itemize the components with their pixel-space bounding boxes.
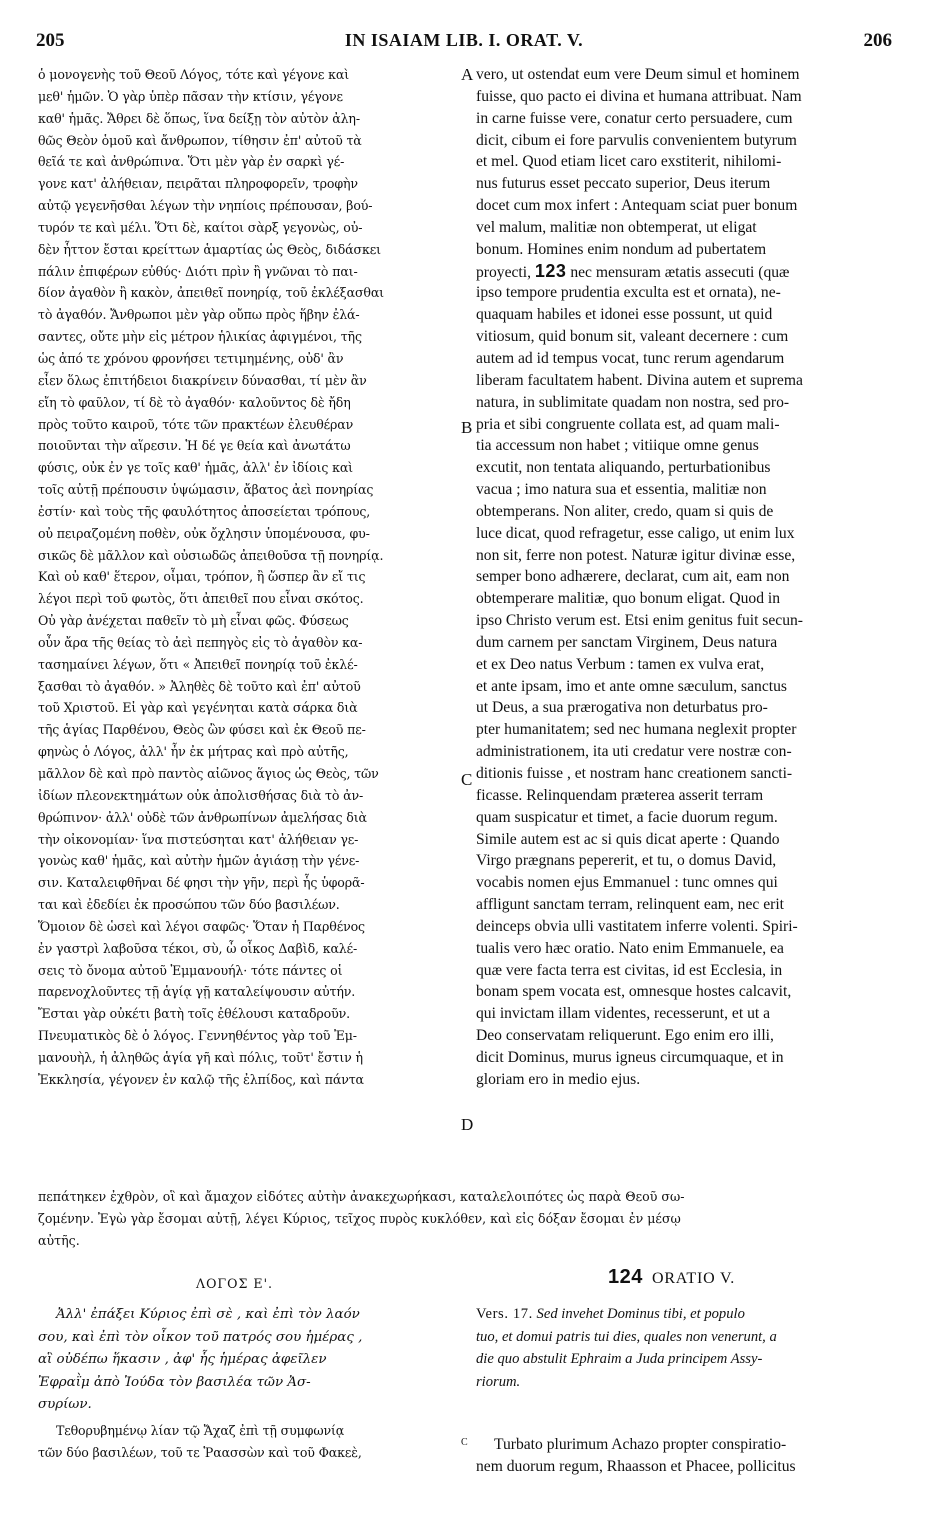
greek-text-line: ἐν γαστρὶ λαβοῦσα τέκοι, σὺ, ὦ οἶκος Δαβὶδ, καλέ- (38, 940, 358, 956)
verse-text: Sed invehet Dominus tibi, et populo (532, 1306, 745, 1322)
latin-text-line: quaquam habiles et idonei esse possunt, ut quid (476, 306, 773, 324)
margin-marker-b: B (461, 418, 473, 437)
greek-text-line: μεθ' ἡμῶν. Ὁ γὰρ ὑπὲρ πᾶσαν τὴν κτίσιν, γέγονε (38, 88, 343, 104)
greek-lemma-line: Ἀλλ' ἐπάξει Κύριος ἐπὶ σὲ , καὶ ἐπὶ τὸν λαόν (56, 1307, 360, 1322)
latin-text-line: administrationem, ita uti credatur vere nostræ con- (476, 743, 792, 761)
latin-text-line: vitiosum, quid bonum sit, valeant decernere : cum (476, 328, 789, 346)
greek-text-line: φύσις, οὐκ ἐν γε τοῖς καθ' ἡμᾶς, ἀλλ' ἐν ἰδίοις καὶ (38, 460, 353, 476)
greek-text-line: ποιοῦνται τὴν αἵρεσιν. Ἡ δέ γε θεία καὶ ἀνωτάτω (38, 438, 351, 454)
latin-text-line: vel malum, malitiæ non obtemperat, ut eligat (476, 218, 757, 236)
latin-final-paragraph (476, 1434, 891, 1478)
greek-text-line: σιν. Καταλειφθῆναι δέ φησι τὴν γῆν, περὶ ἧς ὑφορᾶ- (38, 875, 365, 891)
latin-text-line: tualis vero hæc oratio. Nato enim Emmanuele, ea (476, 939, 784, 957)
latin-text-line: affligunt sanctam terram, relinquent eam, nec erit (476, 896, 784, 914)
latin-text-line: Simile autem est ac si quis dicat aperte : Quando (476, 830, 780, 848)
greek-lemma-line: αἳ οὐδέπω ἥκασιν , ἀφ' ἧς ἡμέρας ἀφεῖλεν (38, 1352, 327, 1367)
greek-text-line: τοῦ Χριστοῦ. Εἰ γὰρ καὶ γεγένηται κατὰ σάρκα διὰ (38, 700, 358, 716)
latin-text-line: ipso Christo verum est. Etsi enim genitus fuit secun- (476, 612, 803, 630)
margin-marker-a: A (461, 65, 474, 84)
latin-text-line: docet cum mox infert : Antequam sciat puer bonum (476, 197, 798, 215)
latin-final-line: nem duorum regum, Rhaasson et Phacee, pollicitus (476, 1458, 796, 1475)
greek-text-line: ὡς ἀπό τε χρόνου φρονήσει τετιμημένης, οὐδ' ἂν (38, 350, 344, 366)
full-width-line: αὐτῆς. (38, 1233, 80, 1248)
latin-text-line: deinceps obvia ulli vastitatem inferre volenti. Spiri- (476, 917, 798, 935)
latin-lemma (476, 1303, 891, 1393)
greek-text-line: τασημαίνει λέγων, ὅτι « Ἀπειθεῖ πονηρίᾳ τοῦ ἐκλέ- (38, 656, 358, 672)
latin-text-line: ditionis fuisse , et nostram hanc creationem sancti- (476, 765, 793, 782)
full-width-continuation (38, 1186, 898, 1252)
latin-line-after: nec mensuram ætatis assecuti (quæ (566, 263, 790, 281)
greek-final-paragraph (38, 1420, 458, 1464)
latin-text-line: bonum. Homines enim nondum ad pubertatem (476, 240, 767, 258)
greek-text-line: τοῖς αὐτῇ πρέπουσιν ὑψώμασιν, ἄβατος ἀεὶ πονηρίας (38, 482, 374, 498)
latin-text-line: tia accessum non habet ; vitiique omne genus (476, 437, 759, 455)
greek-final-line: Τεθορυβημένῳ λίαν τῷ Ἄχαζ ἐπὶ τῇ συμφωνίᾳ (56, 1423, 345, 1438)
latin-text-line: non sit, ferre non potest. Naturæ igitur divinæ esse, (476, 546, 796, 564)
greek-lemma-line: σου, καὶ ἐπὶ τὸν οἶκον τοῦ πατρός σου ἡμέρας , (38, 1329, 363, 1345)
margin-marker-c: C (461, 770, 473, 789)
greek-text-line: ὁ μονογενὴς τοῦ Θεοῦ Λόγος, τότε καὶ γέγονε καὶ (38, 67, 350, 82)
column-number: 123 (534, 260, 567, 281)
page-number-right: 206 (863, 30, 892, 51)
greek-oration-heading: ΛΟΓΟΣ Ε'. (196, 1276, 274, 1291)
latin-text-line: nus futurus esset peccato superior, Deus iterum (476, 175, 771, 193)
latin-text-line: pter humanitatem; sed nec humana neglexit propter (476, 721, 797, 739)
latin-text-line: gloriam ero in medio ejus. (476, 1070, 641, 1088)
running-title: IN ISAIAM LIB. I. ORAT. V. (344, 30, 584, 50)
latin-text-line: autem ad id tempus vocat, tunc rerum agendarum (476, 349, 785, 367)
latin-text-line: vocabis nomen ejus Emmanuel : tunc omnes qui (476, 874, 778, 892)
greek-text-line: Καὶ οὐ καθ' ἕτερον, οἶμαι, τρόπον, ἢ ὥσπερ ἂν εἴ τις (38, 569, 366, 585)
margin-marker-small: C (461, 1437, 468, 1448)
greek-text-line: γονὼς καθ' ἡμᾶς, καὶ αὐτὴν ἡμῶν ἁγιάσῃ τὴν γένε- (38, 853, 360, 869)
greek-text-line: οὖν ἄρα τῆς θείας τὸ ἀεὶ πεπηγὸς εἰς τὸ ἀγαθὸν κα- (38, 634, 363, 650)
greek-text-line: θρώπινον· ἀλλ' οὐδὲ τῶν ἀνθρωπίνων ἀμελήσας διὰ (38, 809, 367, 825)
latin-lemma-line (476, 1303, 891, 1326)
greek-text-line: μᾶλλον δὲ καὶ πρὸ παντὸς αἰῶνος ἅγιος ὡς Θεὸς, τῶν (38, 766, 379, 781)
greek-text-line: οὐ πειραζομένη ποθὲν, οὐκ ὄχλησιν ὑπομένουσα, φυ- (38, 525, 370, 541)
latin-text-line: bonam spem vocata est, omnesque hostes calcavit, (476, 983, 792, 1001)
latin-text-line: luce dicat, quod refragetur, esse caligo, ut enim lux (476, 524, 795, 542)
greek-text-line: τὴν οἰκονομίαν· ἵνα πιστεύσηται κατ' ἀλήθειαν γε- (38, 831, 359, 847)
greek-text-line: δὲν ἧττον ἔσται κρείττων ἁμαρτίας ὡς Θεὸς, διδάσκει (38, 241, 381, 257)
latin-line-before: proyecti, (476, 263, 535, 281)
latin-text-line: quam suspicatur et timet, a facie duorum regum. (476, 808, 778, 826)
greek-text-line: θεῖά τε καὶ ἀνθρώπινα. Ὅτι μὲν γὰρ ἐν σαρκὶ γέ- (38, 154, 345, 170)
greek-text-line: ται καὶ ἐδεδίει ἐκ προσώπου τῶν δύο βασιλέων. (38, 897, 340, 913)
latin-text-line: dum carnem per sanctam Virginem, Deus natura (476, 633, 778, 651)
column-number: 124 (608, 1266, 643, 1288)
greek-final-line: τῶν δύο βασιλέων, τοῦ τε Ῥαασσὼν καὶ τοῦ Φακεὲ, (38, 1445, 362, 1460)
greek-text-line: θῶς Θεὸν ὁμοῦ καὶ ἄνθρωπον, τίθησιν ἐπ' αὐτοῦ τὰ (38, 132, 362, 148)
latin-text-line: Virgo prægnans pepererit, et tu, o domus David, (476, 852, 777, 870)
latin-text-line: semper bono adhærere, declarat, cum ait, eam non (476, 568, 790, 586)
latin-text-line: ficasse. Relinquendam præterea asserit terram (476, 786, 764, 804)
greek-text-line: τῆς ἁγίας Παρθένου, Θεὸς ὢν φύσει καὶ ἐκ Θεοῦ πε- (38, 722, 366, 738)
latin-text-line: qui invictam illam videntes, recesserunt, et ut a (476, 1005, 771, 1023)
latin-text-line: et mel. Quod etiam licet caro exstiterit, nihilomi- (476, 153, 782, 171)
greek-text-line: Ἐκκλησία, γέγονεν ἐν καλῷ τῆς ἐλπίδος, καὶ πάντα (38, 1071, 364, 1087)
latin-lemma-line: die quo abstulit Ephraim a Juda principem Assy- (476, 1351, 763, 1367)
greek-text-line: τυρόν τε καὶ μέλι. Ὅτι δὲ, καίτοι σὰρξ γεγονὼς, οὐ- (38, 219, 363, 235)
latin-text-line: in carne fuisse vere, conatur certo persuadere, cum (476, 109, 793, 127)
greek-text-line: πάλιν ἐπιφέρων εὐθύς· Διότι πρὶν ἢ γνῶναι τὸ παι- (38, 263, 358, 279)
latin-text-line: fuisse, quo pacto ei divina et humana attribuat. Nam (476, 87, 802, 105)
greek-text-line: λέγοι περὶ τοῦ φωτὸς, ὅτι ἀπειθεῖ που εἶναι σκότος. (38, 591, 364, 607)
latin-text-line: pria et sibi congruente collata est, ad quam mali- (476, 415, 780, 433)
greek-text-line: σαντες, οὔτε μὴν εἰς μέτρον ἡλικίας ἀφιγμένοι, τῆς (38, 329, 362, 345)
greek-text-line: Οὐ γὰρ ἀνέχεται παθεῖν τὸ μὴ εἶναι φῶς. Φύσεως (38, 613, 349, 629)
greek-text-line: τὸ ἀγαθόν. Ἄνθρωποι μὲν γὰρ οὔπω πρὸς ἥβην ἐλά- (38, 307, 360, 323)
latin-final-line: Turbato plurimum Achazo propter conspiratio- (494, 1436, 787, 1453)
greek-text-line: Πνευματικὸς δὲ ὁ λόγος. Γεννηθέντος γὰρ τοῦ Ἐμ- (38, 1028, 357, 1044)
latin-text-line: vero, ut ostendat eum vere Deum simul et hominem (476, 66, 800, 83)
greek-column (38, 64, 458, 1091)
latin-text-line: et ex Deo natus Verbum : tamen ex vulva erat, (476, 655, 765, 673)
greek-text-line: πρὸς τοῦτο καιροῦ, τότε τῶν πρακτέων ἐλευθέραν (38, 416, 354, 432)
greek-text-line: μανουὴλ, ἡ ἀληθῶς ἁγία γῆ καὶ πόλις, τοῦτ' ἔστιν ἡ (38, 1049, 363, 1065)
latin-heading-text: ORATIO V. (651, 1270, 736, 1287)
full-width-line: ζομένην. Ἐγὼ γὰρ ἔσομαι αὐτῇ, λέγει Κύριος, τεῖχος πυρὸς κυκλόθεν, καὶ εἰς δόξαν ἔσομαι ἐν μέσῳ (38, 1211, 681, 1226)
margin-marker-d: D (461, 1115, 474, 1134)
greek-text-line: γονε κατ' ἀλήθειαν, πειρᾶται πληροφορεῖν, τροφὴν (38, 176, 358, 192)
greek-text-line: ξασθαι τὸ ἀγαθόν. » Ἀληθὲς δὲ τοῦτο καὶ ἐπ' αὐτοῦ (38, 678, 361, 694)
greek-text-line: αὐτῷ γεγενῆσθαι λέγων τὴν νηπίοις πρέπουσαν, βού- (38, 198, 373, 214)
latin-text-line: Deo conservatam reliquerunt. Ego enim ero illi, (476, 1027, 774, 1045)
latin-text-line: et ante ipsam, imo et ante omne sæculum, sanctus (476, 677, 787, 695)
latin-lemma-line: tuo, et domui patris tui dies, quales non venerunt, a (476, 1328, 777, 1345)
verse-label: Vers. 17. (476, 1306, 533, 1322)
latin-text-line: obtemperans. Non aliter, credo, quam si quis de (476, 502, 774, 520)
greek-text-line: σικῶς δὲ μᾶλλον καὶ οὐσιωδῶς ἀπειθοῦσα τῇ πονηρίᾳ. (38, 547, 384, 563)
full-width-line: πεπάτηκεν ἐχθρὸν, οἳ καὶ ἄμαχον εἰδότες αὐτὴν ἀνακεχωρήκασι, καταλελοιπότες ὡς παρὰ Θεοῦ σω- (38, 1189, 685, 1204)
greek-text-line: παρενοχλοῦντες τῇ ἁγίᾳ γῇ καταλείψουσιν αὐτήν. (38, 984, 356, 1000)
latin-lemma-line: riorum. (476, 1373, 521, 1390)
greek-text-line: καθ' ἡμᾶς. Ἄθρει δὲ ὅπως, ἵνα δείξῃ τὸν αὐτὸν ἀλη- (38, 110, 360, 126)
latin-text-line (476, 261, 891, 283)
greek-text-line: εἶεν ὅλως ἐπιτήδειοι διακρίνειν δύνασθαι, τί μὲν ἂν (38, 372, 367, 388)
greek-text-line: Ἔσται γὰρ οὐκέτι βατὴ τοῖς ἐθέλουσι καταδροῦν. (38, 1006, 350, 1022)
greek-text-line: ἐστίν· καὶ τοὺς τῆς φαυλότητος ἀποσείεται τρόπους, (38, 503, 371, 519)
greek-text-line: Ὅμοιον δὲ ὡσεὶ καὶ λέγοι σαφῶς· Ὅταν ἡ Παρθένος (38, 918, 365, 934)
latin-text-line: quæ vere facta terra est civitas, id est Ecclesia, in (476, 961, 783, 979)
greek-lemma (38, 1304, 458, 1417)
page-header (36, 30, 892, 54)
latin-text-line: dicit, cibum ei fore parvulis convenientem butyrum (476, 131, 797, 149)
latin-text-line: ut Deus, a sua prærogativa non deturbatus pro- (476, 699, 768, 717)
latin-text-line: excutit, non tentata aliquando, perturbationibus (476, 459, 771, 477)
greek-lemma-line: Ἐφραῒμ ἀπὸ Ἰούδα τὸν βασιλέα τῶν Ἀσ- (38, 1374, 311, 1390)
latin-text-line: dicit Dominus, murus igneus circumquaque, et in (476, 1048, 784, 1066)
latin-text-line: liberam facultatem habent. Divina autem et suprema (476, 371, 803, 389)
latin-text-line: natura, in sublimitate quadam non nostra, sed pro- (476, 393, 790, 411)
latin-text-line: ipso tempore prudentia exculta est et ornata), ne- (476, 284, 781, 302)
greek-text-line: φηνὼς ὁ Λόγος, ἀλλ' ἦν ἐκ μήτρας καὶ πρὸ αὐτῆς, (38, 744, 349, 760)
latin-text-line: vacua ; imo natura sua et essentia, malitiæ non (476, 481, 767, 499)
latin-column (476, 64, 891, 1091)
greek-text-line: σεις τὸ ὄνομα αὐτοῦ Ἐμμανουήλ· τότε πάντες οἱ (38, 962, 343, 978)
latin-oration-heading (608, 1266, 735, 1289)
page-number-left: 205 (36, 30, 65, 51)
latin-text-line: obtemperare malitiæ, quo bonum eligat. Quod in (476, 590, 781, 608)
greek-text-line: δίον ἀγαθὸν ἢ κακὸν, ἀπειθεῖ πονηρίᾳ, τοῦ ἐκλέξασθαι (38, 285, 384, 301)
greek-lemma-line: συρίων. (38, 1397, 92, 1412)
greek-text-line: ἰδίων πλεονεκτημάτων οὐκ ἀπολισθήσας διὰ τὸ ἀν- (38, 787, 364, 803)
greek-text-line: εἴη τὸ φαῦλον, τί δὲ τὸ ἀγαθόν· καλοῦντος δὲ ἤδη (38, 394, 351, 410)
